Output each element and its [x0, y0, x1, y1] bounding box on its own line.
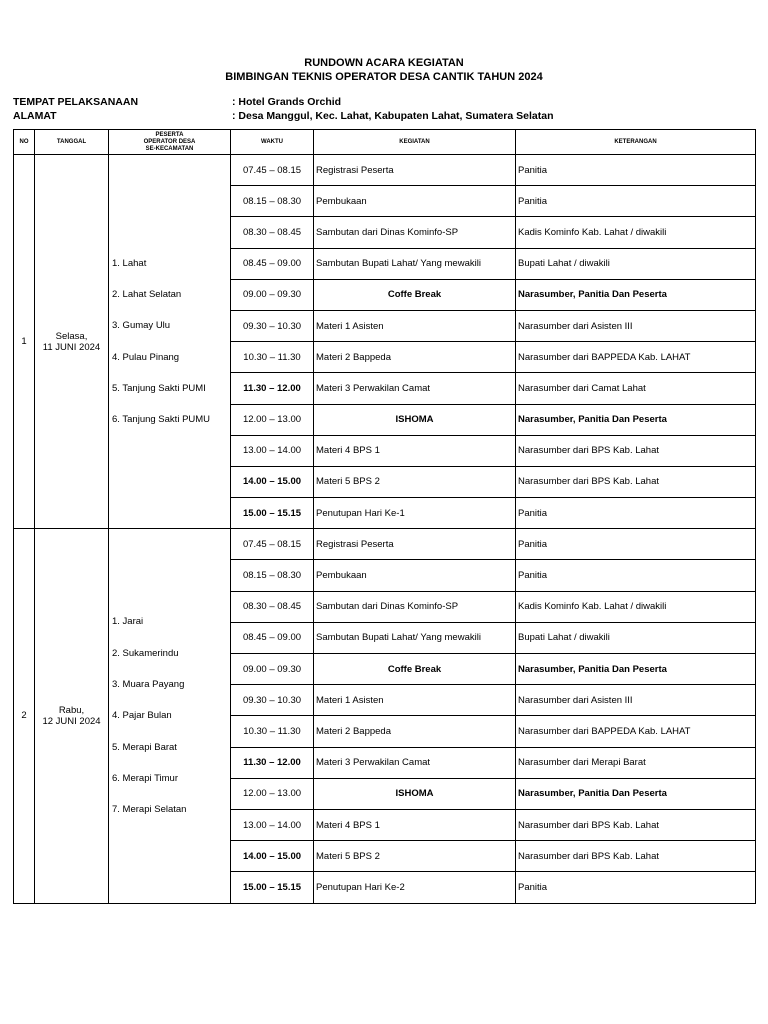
- waktu-cell: 11.30 – 12.00: [231, 373, 314, 404]
- tempat-label: TEMPAT PELAKSANAAN: [13, 96, 139, 108]
- keterangan-cell: Narasumber dari Asisten III: [516, 685, 756, 716]
- keterangan-cell: Narasumber, Panitia Dan Peserta: [516, 778, 756, 809]
- kegiatan-cell: Coffe Break: [314, 654, 516, 685]
- keterangan-cell: Narasumber dari BPS Kab. Lahat: [516, 809, 756, 840]
- day-date: 12 JUNI 2024: [42, 715, 101, 727]
- keterangan-cell: Narasumber, Panitia Dan Peserta: [516, 654, 756, 685]
- kegiatan-cell: Sambutan Bupati Lahat/ Yang mewakili: [314, 248, 516, 279]
- header-tanggal: TANGGAL: [35, 130, 109, 155]
- header-peserta-line2: OPERATOR DESA: [143, 138, 196, 145]
- kegiatan-cell: Materi 1 Asisten: [314, 685, 516, 716]
- keterangan-cell: Panitia: [516, 155, 756, 186]
- waktu-cell: 15.00 – 15.15: [231, 498, 314, 529]
- waktu-cell: 10.30 – 11.30: [231, 342, 314, 373]
- header-kegiatan: KEGIATAN: [314, 130, 516, 155]
- kegiatan-cell: ISHOMA: [314, 404, 516, 435]
- peserta-item: 2. Lahat Selatan: [112, 289, 182, 301]
- keterangan-cell: Kadis Kominfo Kab. Lahat / diwakili: [516, 217, 756, 248]
- keterangan-cell: Bupati Lahat / diwakili: [516, 622, 756, 653]
- kegiatan-cell: Materi 3 Perwakilan Camat: [314, 373, 516, 404]
- kegiatan-cell: Materi 4 BPS 1: [314, 809, 516, 840]
- alamat-value: : Desa Manggul, Kec. Lahat, Kabupaten Lahat, Sumatera Selatan: [232, 110, 554, 122]
- peserta-item: 1. Jarai: [112, 616, 144, 628]
- keterangan-cell: Narasumber dari BAPPEDA Kab. LAHAT: [516, 342, 756, 373]
- table-body: [14, 155, 756, 904]
- kegiatan-cell: Materi 1 Asisten: [314, 310, 516, 341]
- keterangan-cell: Narasumber dari Asisten III: [516, 310, 756, 341]
- keterangan-cell: Kadis Kominfo Kab. Lahat / diwakili: [516, 591, 756, 622]
- peserta-item: 7. Merapi Selatan: [112, 804, 187, 816]
- header-peserta: [109, 130, 231, 155]
- kegiatan-cell: Sambutan dari Dinas Kominfo-SP: [314, 217, 516, 248]
- peserta-item: 3. Muara Payang: [112, 678, 185, 690]
- peserta-item: 4. Pulau Pinang: [112, 351, 180, 363]
- kegiatan-cell: Pembukaan: [314, 186, 516, 217]
- keterangan-cell: Narasumber, Panitia Dan Peserta: [516, 404, 756, 435]
- kegiatan-cell: Materi 4 BPS 1: [314, 435, 516, 466]
- waktu-cell: 09.00 – 09.30: [231, 654, 314, 685]
- tempat-value: : Hotel Grands Orchid: [232, 96, 342, 108]
- alamat-label: ALAMAT: [13, 110, 57, 122]
- document-subtitle: BIMBINGAN TEKNIS OPERATOR DESA CANTIK TAHUN 2024: [225, 71, 543, 83]
- waktu-cell: 08.45 – 09.00: [231, 248, 314, 279]
- waktu-cell: 07.45 – 08.15: [231, 529, 314, 560]
- table-header-row: [14, 130, 756, 155]
- waktu-cell: 09.30 – 10.30: [231, 310, 314, 341]
- waktu-cell: 12.00 – 13.00: [231, 778, 314, 809]
- document-title: RUNDOWN ACARA KEGIATAN: [304, 57, 464, 69]
- keterangan-cell: Panitia: [516, 186, 756, 217]
- day-date: 11 JUNI 2024: [42, 341, 101, 353]
- header-peserta-line3: SE-KECAMATAN: [145, 145, 194, 152]
- kegiatan-cell: Materi 3 Perwakilan Camat: [314, 747, 516, 778]
- keterangan-cell: Narasumber, Panitia Dan Peserta: [516, 279, 756, 310]
- peserta-item: 5. Merapi Barat: [112, 741, 177, 753]
- waktu-cell: 08.45 – 09.00: [231, 622, 314, 653]
- kegiatan-cell: Materi 2 Bappeda: [314, 716, 516, 747]
- kegiatan-cell: Sambutan dari Dinas Kominfo-SP: [314, 591, 516, 622]
- kegiatan-cell: Sambutan Bupati Lahat/ Yang mewakili: [314, 622, 516, 653]
- waktu-cell: 13.00 – 14.00: [231, 809, 314, 840]
- keterangan-cell: Narasumber dari BPS Kab. Lahat: [516, 435, 756, 466]
- keterangan-cell: Panitia: [516, 529, 756, 560]
- waktu-cell: 10.30 – 11.30: [231, 716, 314, 747]
- header-waktu: WAKTU: [231, 130, 314, 155]
- peserta-item: 4. Pajar Bulan: [112, 710, 172, 722]
- day-number: 1: [14, 155, 35, 529]
- kegiatan-cell: Pembukaan: [314, 560, 516, 591]
- peserta-cell: [109, 155, 231, 529]
- keterangan-cell: Narasumber dari BAPPEDA Kab. LAHAT: [516, 716, 756, 747]
- table-row: [14, 529, 756, 560]
- waktu-cell: 08.15 – 08.30: [231, 560, 314, 591]
- kegiatan-cell: Coffe Break: [314, 279, 516, 310]
- keterangan-cell: Narasumber dari BPS Kab. Lahat: [516, 466, 756, 497]
- day-number: 2: [14, 529, 35, 903]
- table-row: [14, 155, 756, 186]
- day-date-cell: [35, 529, 109, 903]
- header-no: NO: [14, 130, 35, 155]
- keterangan-cell: Bupati Lahat / diwakili: [516, 248, 756, 279]
- kegiatan-cell: Materi 2 Bappeda: [314, 342, 516, 373]
- keterangan-cell: Panitia: [516, 498, 756, 529]
- keterangan-cell: Narasumber dari Merapi Barat: [516, 747, 756, 778]
- keterangan-cell: Panitia: [516, 872, 756, 903]
- day-name: Selasa,: [55, 330, 88, 342]
- kegiatan-cell: Penutupan Hari Ke-2: [314, 872, 516, 903]
- waktu-cell: 08.30 – 08.45: [231, 591, 314, 622]
- kegiatan-cell: Materi 5 BPS 2: [314, 466, 516, 497]
- peserta-item: 3. Gumay Ulu: [112, 320, 171, 332]
- waktu-cell: 08.15 – 08.30: [231, 186, 314, 217]
- waktu-cell: 09.00 – 09.30: [231, 279, 314, 310]
- waktu-cell: 14.00 – 15.00: [231, 466, 314, 497]
- peserta-item: 1. Lahat: [112, 257, 147, 269]
- keterangan-cell: Panitia: [516, 560, 756, 591]
- peserta-item: 2. Sukamerindu: [112, 647, 179, 659]
- waktu-cell: 14.00 – 15.00: [231, 841, 314, 872]
- kegiatan-cell: Penutupan Hari Ke-1: [314, 498, 516, 529]
- peserta-item: 6. Merapi Timur: [112, 772, 178, 784]
- peserta-item: 5. Tanjung Sakti PUMI: [112, 382, 206, 394]
- waktu-cell: 08.30 – 08.45: [231, 217, 314, 248]
- kegiatan-cell: Materi 5 BPS 2: [314, 841, 516, 872]
- kegiatan-cell: Registrasi Peserta: [314, 529, 516, 560]
- waktu-cell: 15.00 – 15.15: [231, 872, 314, 903]
- peserta-item: 6. Tanjung Sakti PUMU: [112, 414, 211, 426]
- kegiatan-cell: ISHOMA: [314, 778, 516, 809]
- keterangan-cell: Narasumber dari BPS Kab. Lahat: [516, 841, 756, 872]
- day-name: Rabu,: [58, 704, 85, 716]
- waktu-cell: 12.00 – 13.00: [231, 404, 314, 435]
- keterangan-cell: Narasumber dari Camat Lahat: [516, 373, 756, 404]
- waktu-cell: 07.45 – 08.15: [231, 155, 314, 186]
- waktu-cell: 13.00 – 14.00: [231, 435, 314, 466]
- peserta-cell: [109, 529, 231, 903]
- header-peserta-line1: PESERTA: [155, 131, 184, 138]
- header-keterangan: KETERANGAN: [516, 130, 756, 155]
- kegiatan-cell: Registrasi Peserta: [314, 155, 516, 186]
- day-date-cell: [35, 155, 109, 529]
- waktu-cell: 09.30 – 10.30: [231, 685, 314, 716]
- waktu-cell: 11.30 – 12.00: [231, 747, 314, 778]
- rundown-table: [13, 129, 756, 904]
